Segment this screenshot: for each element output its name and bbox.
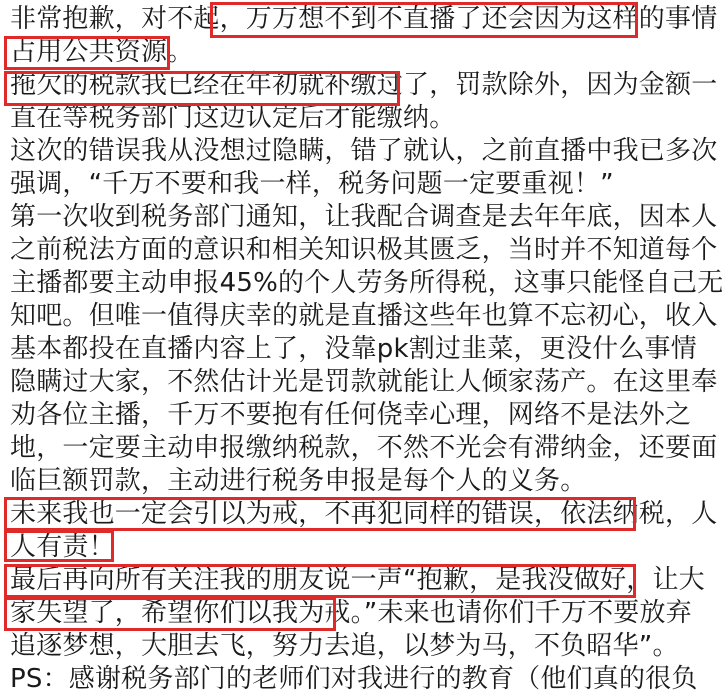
- text-line: 地，一定要主动申报缴纳税款，不然不光会有滞纳金，还要面: [10, 433, 718, 463]
- text-line: 未来我也一定会引以为戒，不再犯同样的错误，依法纳税，人: [10, 499, 718, 529]
- text-line: 知吧。但唯一值得庆幸的就是直播这些年也算不忘初心，收入: [10, 301, 718, 331]
- text-line: 主播都要主动申报45%的个人劳务所得税，这事只能怪自己无: [10, 268, 723, 298]
- text-line: 基本都投在直播内容上了，没靠pk割过韭菜，更没什么事情: [10, 334, 697, 364]
- text-line: 强调，“千万不要和我一样，税务问题一定要重视！”: [10, 169, 614, 199]
- text-line: 最后再向所有关注我的朋友说一声“抱歉，是我没做好，让大: [10, 565, 705, 595]
- text-line: 追逐梦想，大胆去飞，努力去追，以梦为马，不负昭华”。: [10, 631, 679, 661]
- text-line: 非常抱歉，对不起，万万想不到不直播了还会因为这样的事情: [10, 4, 718, 34]
- text-line: 直在等税务部门这边认定后才能缴纳。: [10, 103, 456, 133]
- text-line: 家失望了，希望你们以我为戒。”未来也请你们千万不要放弃: [10, 598, 692, 628]
- text-line: 拖欠的税款我已经在年初就补缴过了，罚款除外，因为金额一: [10, 70, 718, 100]
- text-line: 这次的错误我从没想过隐瞒，错了就认，之前直播中我已多次: [10, 136, 718, 166]
- text-line: PS：感谢税务部门的老师们对我进行的教育（他们真的很负: [10, 664, 698, 694]
- text-line: 临巨额罚款，主动进行税务申报是每个人的义务。: [10, 466, 587, 496]
- text-line: 之前税法方面的意识和相关知识极其匮乏，当时并不知道每个: [10, 235, 718, 265]
- text-line: 占用公共资源。: [10, 37, 194, 67]
- text-line: 隐瞒过大家，不然估计光是罚款就能让人倾家荡产。在这里奉: [10, 367, 718, 397]
- text-line: 劝各位主播，千万不要抱有任何侥幸心理，网络不是法外之: [10, 400, 692, 430]
- text-line: 第一次收到税务部门通知，让我配合调查是去年年底，因本人: [10, 202, 718, 232]
- text-line: 人有责！: [10, 532, 115, 562]
